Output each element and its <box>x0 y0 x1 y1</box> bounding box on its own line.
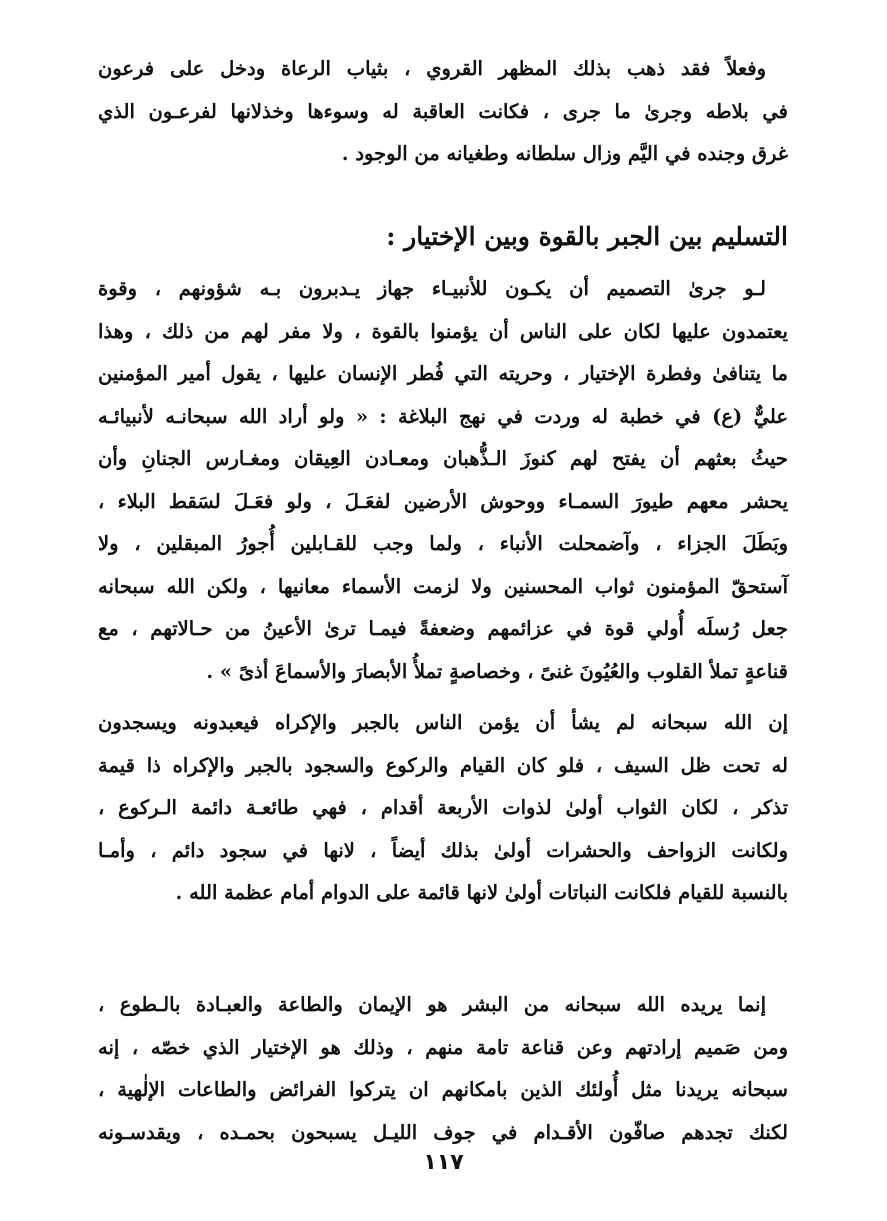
text-line: غرق وجنده في اليَّم وزال سلطانه وطغيانه من الوجود . <box>341 142 788 165</box>
text-line: يعتمدون عليها لكان على الناس أن يؤمنوا بالقوة ، ولا مفر لهم من ذلك ، وهذا <box>98 319 788 343</box>
text-line: جعل رُسلَه أُولي قوة في عزائمهم وضعفةً فيمـا ترىٰ الأعينُ من حـالاتهم ، مع <box>98 617 788 640</box>
text-line: في بلاطه وجرىٰ ما جرى ، فكانت العاقبة له وسوءها وخذلانها لفرعـون الذي <box>98 99 788 123</box>
text-line: إنما يريده الله سبحانه من البشر هو الإيمان والطاعة والعبـادة بالـطوع ، <box>98 993 766 1016</box>
text-line: تذكر ، لكان الثواب أولىٰ لذوات الأربعة أقدام ، فهي طائعـة دائمة الـركوع ، <box>98 796 788 819</box>
text-line: حيثُ بعثهم أن يفتح لهم كنوزَ الـذُّهبان ومعـادن العِيقان ومغـارس الجنانِ وأن <box>98 447 788 470</box>
text-line: ما يتنافىٰ وفطرة الإختيار ، وحريته التي فُطر الإنسان عليها ، يقول أمير المؤمنين <box>98 362 788 385</box>
text-line: وفعلاً فقد ذهب بذلك المظهر القروي ، بثياب الرعاة ودخل على فرعون <box>98 57 766 80</box>
text-line: إن الله سبحانه لم يشأ أن يؤمن الناس بالجبر والإكراه فيعبدونه ويسجدون <box>98 711 788 734</box>
text-line: بالنسبة للقيام فلكانت النباتات أولىٰ لانها قائمة على الدوام أمام عظمة الله . <box>175 881 788 904</box>
text-line: آستحقّ المؤمنون ثواب المحسنين ولا لزمت الأسماء معانيها ، ولكن الله سبحانه <box>98 574 788 598</box>
paragraph-3 <box>98 984 788 1154</box>
section-heading: التسليم بين الجبر بالقوة وبين الإختيار : <box>386 222 788 251</box>
page-number: ١١٧ <box>423 1150 464 1175</box>
text-line: سبحانه يريدنا مثل أُولئك الذين بامكانهم ان يتركوا الفرائض والطاعات الإلٰهية ، <box>98 1078 788 1101</box>
text-line: ومن صَميم إرادتهم وعن قناعة تامة منهم ، وذلك هو الإختيار الذي خصّه ، إنه <box>98 1035 788 1059</box>
text-line: لكنك تجدهم صافّون الأقـدام في جوف الليـل يسبحون بحمـده ، ويقدسـونه <box>98 1120 788 1144</box>
text-line: عليٌّ (ع) في خطبة له وردت في نهج البلاغة : « ولو أراد الله سبحانـه لأنبيائـه <box>98 404 788 428</box>
text-line: لـو جرىٰ التصميم أن يكـون للأنبيـاء جهاز يـدبرون بـه شؤونهم ، وقوة <box>98 277 766 300</box>
paragraph-1 <box>98 268 788 693</box>
paragraph-intro <box>98 48 788 176</box>
text-line: قناعةٍ تملأ القلوب والعُيُونَ غنىً ، وخصاصةٍ تملأُ الأبصارَ والأسماعَ أذىً » . <box>206 659 788 683</box>
paragraph-2 <box>98 702 788 915</box>
text-line: له تحت ظل السيف ، فلو كان القيام والركوع والسجود بالجبر والإكراه ذا قيمة <box>98 753 788 777</box>
text-line: وبَطَلَ الجزاء ، وآضمحلت الأنباء ، ولما وجب للقـابلين أُجورُ المبقلين ، ولا <box>98 532 788 555</box>
text-line: ولكانت الزواحف والحشرات أولىٰ بذلك أيضاً ، لانها في سجود دائم ، وأمـا <box>98 838 788 862</box>
text-line: يحشر معهم طيورَ السمـاء ووحوش الأرضين لفعَـلَ ، ولو فعَـلَ لسَقط البلاء ، <box>98 489 788 513</box>
